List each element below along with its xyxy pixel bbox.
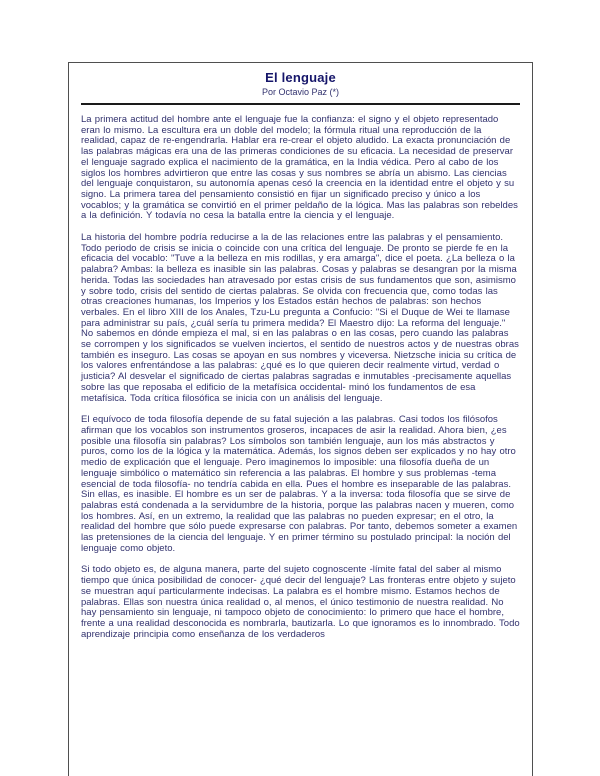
- document-page: [68, 62, 533, 776]
- document-body: [81, 115, 520, 640]
- title-divider: [81, 103, 520, 105]
- paragraph: La historia del hombre podría reducirse a la de las relaciones entre las palabras y el pensamiento. Todo periodo de crisis se inicia o coincide con una crítica del lenguaje. De pronto se pierde fe en la eficacia del vocablo: "Tuve a la belleza en mis rodillas, y era amarga", dice el poeta. ¿La belleza o la palabra? Ambas: la belleza es inasible sin las palabras. Cosas y palabras se desangran por la misma herida. Todas las sociedades han atravesado por estas crisis de sus fundamentos que son, asimismo y sobre todo, crisis del sentido de ciertas palabras. Se olvida con frecuencia que, como todas las otras creaciones humanas, los Imperios y los Estados están hechos de palabras: son hechos verbales. En el libro XIII de los Anales, Tzu-Lu pregunta a Confucio: "Si el Duque de Wei te llamase para administrar su país, ¿cuál sería tu primera medida? El Maestro dijo: La reforma del lenguaje." No sabemos en dónde empieza el mal, si en las palabras o en las cosas, pero cuando las palabras se corrompen y los significados se vuelven inciertos, el sentido de nuestros actos y de nuestras obras también es inseguro. Las cosas se apoyan en sus nombres y viceversa. Nietzsche inicia su crítica de los valores enfrentándose a las palabras: ¿qué es lo que quieren decir realmente virtud, verdad o justicia? Al desvelar el significado de ciertas palabras sagradas e inmutables -precisamente aquellas sobre las que reposaba el edificio de la metafísica occidental- minó los fundamentos de esa metafísica. Toda crítica filosófica se inicia con un análisis del lenguaje.: [81, 232, 519, 404]
- paragraph: La primera actitud del hombre ante el lenguaje fue la confianza: el signo y el objeto representado eran lo mismo. La escultura era un doble del modelo; la fórmula ritual una reproducción de la realidad, capaz de re-engendrarla. Hablar era re-crear el objeto aludido. La exacta pronunciación de las palabras mágicas era una de las primeras condiciones de su eficacia. La necesidad de preservar el lenguaje sagrado explica el nacimiento de la gramática, en la India védica. Pero al cabo de los siglos los hombres advirtieron que entre las cosas y sus nombres se abría un abismo. Las ciencias del lenguaje conquistaron, su autonomía apenas cesó la creencia en la identidad entre el objeto y su signo. La primera tarea del pensamiento consistió en fijar un significado preciso y único a los vocablos; y la gramática se convirtió en el primer peldaño de la lógica. Mas las palabras son rebeldes a la definición. Y todavía no cesa la batalla entre la ciencia y el lenguaje.: [81, 114, 518, 222]
- byline: Por Octavio Paz (*): [261, 87, 340, 97]
- paragraph: El equívoco de toda filosofía depende de su fatal sujeción a las palabras. Casi todos los filósofos afirman que los vocablos son instrumentos groseros, incapaces de asir la realidad. Ahora bien, ¿es posible una filosofía sin palabras? Los símbolos son también lenguaje, aun los más abstractos y puros, como los de la lógica y la matemática. Además, los signos deben ser explicados y no hay otro medio de explicación que el lenguaje. Pero imaginemos lo imposible: una filosofía dueña de un lenguaje simbólico o matemático sin referencia a las palabras. El hombre y sus problemas -tema esencial de toda filosofía- no tendría cabida en ella. Pues el hombre es inseparable de las palabras. Sin ellas, es inasible. El hombre es un ser de palabras. Y a la inversa: toda filosofía que se sirve de palabras está condenada a la servidumbre de la historia, porque las palabras nacen y mueren, como los hombres. Así, en un extremo, la realidad que las palabras no pueden expresar; en el otro, la realidad del hombre que sólo puede expresarse con palabras. Por tanto, debemos someter a examen las pretensiones de la ciencia del lenguaje. Y en primer término su postulado principal: la noción del lenguaje como objeto.: [81, 414, 518, 554]
- page-title: El lenguaje: [265, 70, 336, 85]
- paragraph: Si todo objeto es, de alguna manera, parte del sujeto cognoscente -límite fatal del saber al mismo tiempo que única posibilidad de conocer- ¿qué decir del lenguaje? Las fronteras entre objeto y sujeto se muestran aquí particularmente indecisas. La palabra es el hombre mismo. Estamos hechos de palabras. Ellas son nuestra única realidad o, al menos, el único testimonio de nuestra realidad. No hay pensamiento sin lenguaje, ni tampoco objeto de conocimiento: lo primero que hace el hombre, frente a una realidad desconocida es nombrarla, bautizarla. Lo que ignoramos es lo innombrado. Todo aprendizaje principia como enseñanza de los verdaderos: [81, 564, 520, 640]
